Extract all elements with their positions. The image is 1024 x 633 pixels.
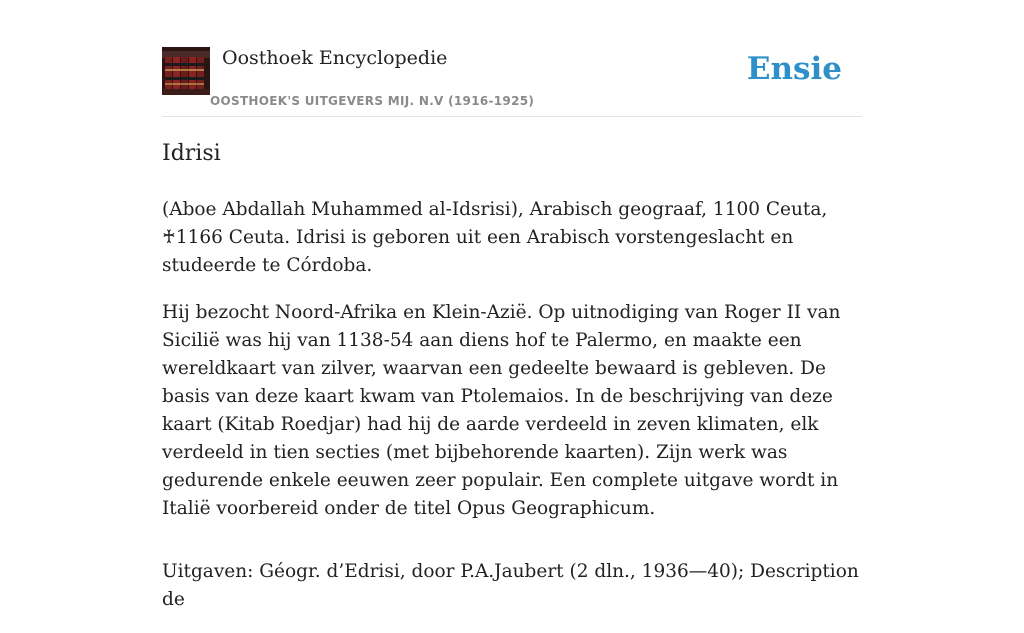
site-title[interactable]: Oosthoek Encyclopedie (222, 47, 448, 69)
publisher-label: OOSTHOEK'S UITGEVERS MIJ. N.V (1916-1925) (210, 94, 535, 108)
article-paragraph-editions: Uitgaven: Géogr. d’Edrisi, door P.A.Jaubert (2 dln., 1936—40); Description de (162, 561, 859, 610)
article-title: Idrisi (162, 141, 221, 166)
brand-logo[interactable]: Ensie (746, 51, 842, 87)
article-paragraph-body: Hij bezocht Noord-Afrika en Klein-Azië. Op uitnodiging van Roger II van Sicilië was hij van 1138-54 aan diens hof te Palermo, en maakte een wereldkaart van zilver, waarvan een gedeelte bewaard is gebleven. De basis van deze kaart kwam van Ptolemaios. In de beschrijving van deze kaart (Kitab Roedjar) had hij de aarde verdeeld in zeven klimaten, elk verdeeld in tien secties (met bijbehorende kaarten). Zijn werk was gedurende enkele eeuwen zeer populair. Een complete uitgave wordt in Italië voorbereid onder de titel Opus Geographicum. (162, 302, 841, 519)
site-header (162, 46, 862, 117)
article-paragraph-intro: (Aboe Abdallah Muhammed al-Idsrisi), Arabisch geograaf, 1100 Ceuta, ♰1166 Ceuta. Idrisi is geboren uit een Arabisch vorstengeslacht en studeerde te Córdoba. (162, 199, 828, 276)
article (162, 138, 862, 633)
book-spines-icon[interactable] (162, 47, 210, 95)
